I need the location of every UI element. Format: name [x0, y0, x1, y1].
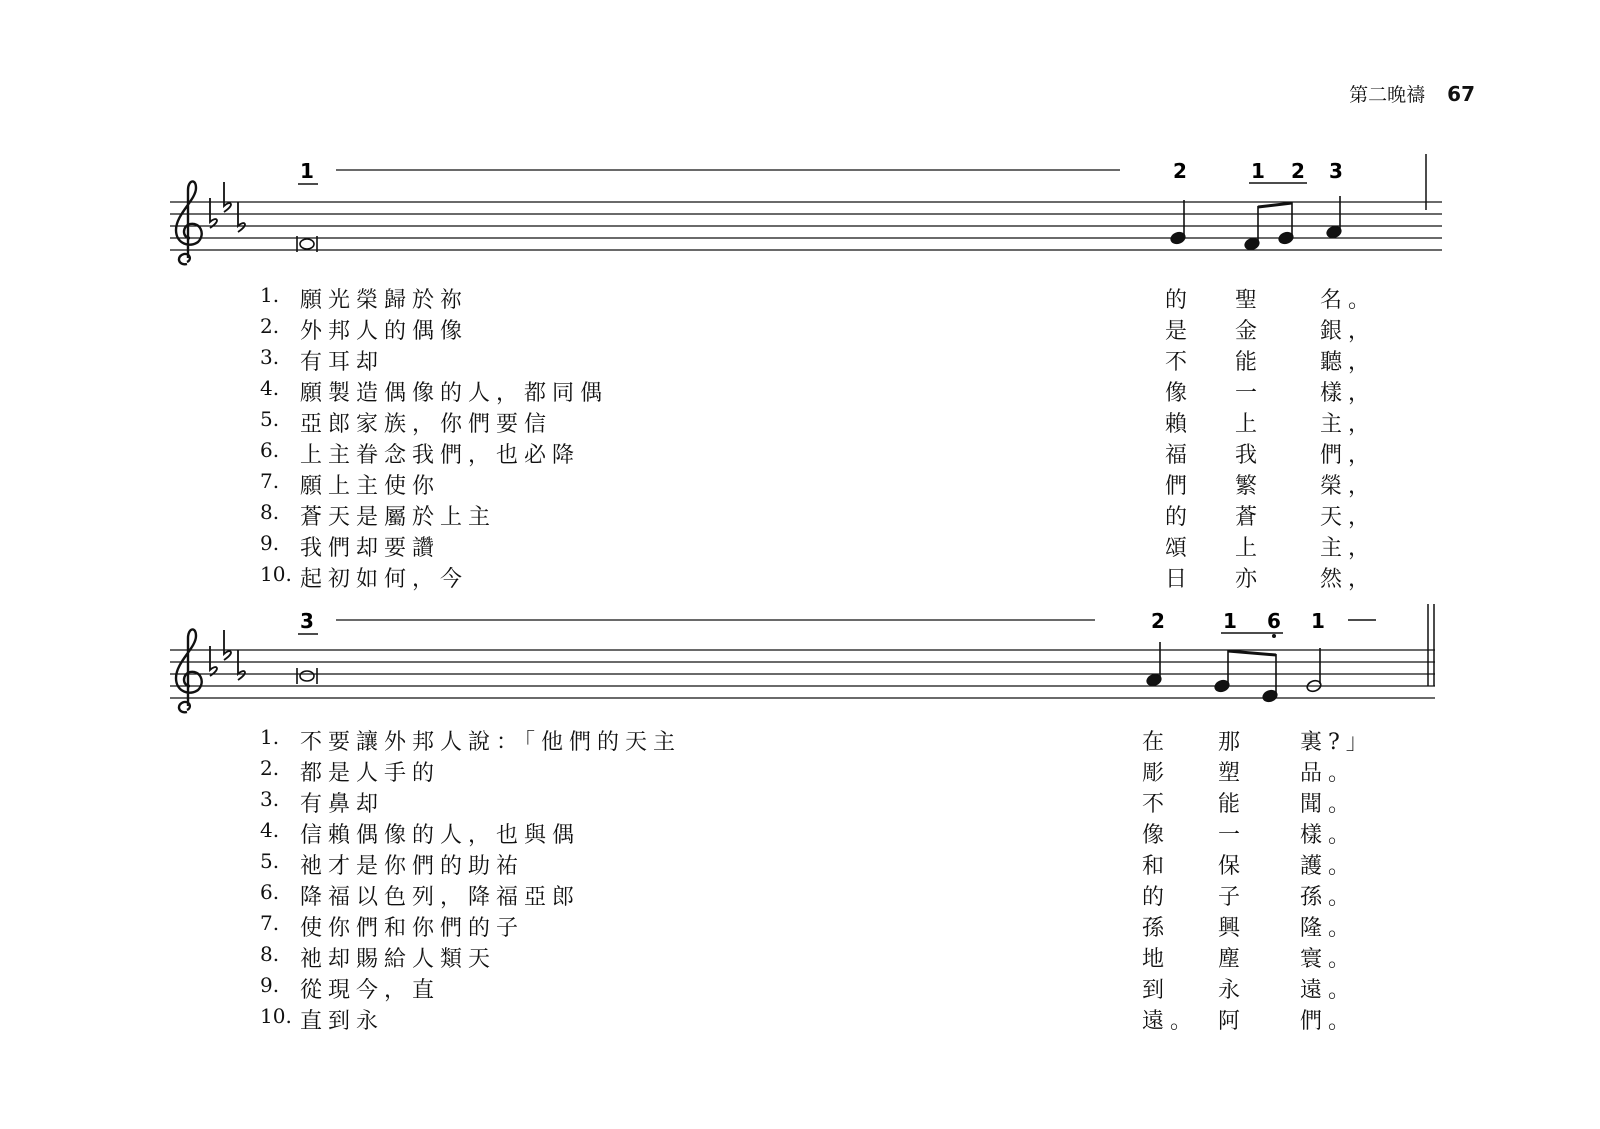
jianpu-2: 2: [1151, 609, 1165, 633]
verse-line: 7. 願上主使你 們 繁 榮，: [260, 469, 1377, 499]
jianpu-5: 1: [1311, 609, 1325, 633]
jianpu-2: 2: [1173, 159, 1187, 183]
verse-line: 10. 直到永 遠。 阿 們。: [260, 1004, 1357, 1034]
verse-line: 10. 起初如何，今 日 亦 然，: [260, 562, 1377, 592]
jianpu-3: 1: [1251, 159, 1265, 183]
page-header: [1349, 80, 1475, 107]
verse-line: 2. 外邦人的偶像 是 金 銀，: [260, 314, 1377, 344]
verse-line: 3. 有耳却 不 能 聽，: [260, 345, 1377, 375]
staff-lines: [170, 650, 1435, 698]
verse-line: 4. 信賴偶像的人，也與偶 像 一 樣。: [260, 818, 1357, 848]
verse-line: 4. 願製造偶像的人，都同偶 像 一 樣，: [260, 376, 1377, 406]
breve-note: [297, 668, 317, 684]
verse-line: 7. 使你們和你們的子 孫 興 隆。: [260, 911, 1357, 941]
jianpu-4: 6: [1267, 609, 1281, 633]
key-signature-flats: [210, 182, 245, 232]
jianpu-1: 1: [300, 159, 314, 183]
verse-line: 5. 亞郎家族，你們要信 賴 上 主，: [260, 407, 1377, 437]
verse-line: 1. 願光榮歸於祢 的 聖 名。: [260, 283, 1377, 313]
verse-line: 1. 不要讓外邦人說：「他們的天主 在 那 裏?」: [260, 725, 1374, 755]
treble-clef-icon: [176, 181, 202, 264]
lyrics-block-2: [260, 725, 1400, 1035]
notes: [1146, 642, 1323, 703]
music-staff-1: [150, 150, 1470, 280]
verse-line: 8. 祂却賜給人類天 地 塵 寰。: [260, 942, 1357, 972]
verse-line: 9. 我們却要讚 頌 上 主，: [260, 531, 1377, 561]
verse-line: 3. 有鼻却 不 能 聞。: [260, 787, 1357, 817]
notes: [1170, 196, 1343, 251]
verse-line: 2. 都是人手的 彫 塑 品。: [260, 756, 1357, 786]
music-staff-2: [150, 598, 1470, 728]
treble-clef-icon: [176, 629, 202, 712]
verse-line: 9. 從現今，直 到 永 遠。: [260, 973, 1357, 1003]
staff-1-graphic: [150, 150, 1470, 280]
jianpu-5: 3: [1329, 159, 1343, 183]
jianpu-3: 1: [1223, 609, 1237, 633]
verse-line: 5. 祂才是你們的助祐 和 保 護。: [260, 849, 1357, 879]
verse-line: 8. 蒼天是屬於上主 的 蒼 天，: [260, 500, 1377, 530]
verse-line: 6. 降福以色列，降福亞郎 的 子 孫。: [260, 880, 1357, 910]
page-number: 67: [1447, 82, 1475, 106]
staff-2-graphic: [150, 598, 1470, 728]
section-title: 第二晚禱: [1349, 84, 1426, 106]
lyrics-block-1: [260, 283, 1400, 593]
key-signature-flats: [210, 630, 245, 680]
jianpu-4: 2: [1291, 159, 1305, 183]
jianpu-1: 3: [300, 609, 314, 633]
verse-line: 6. 上主眷念我們，也必降 福 我 們，: [260, 438, 1377, 468]
